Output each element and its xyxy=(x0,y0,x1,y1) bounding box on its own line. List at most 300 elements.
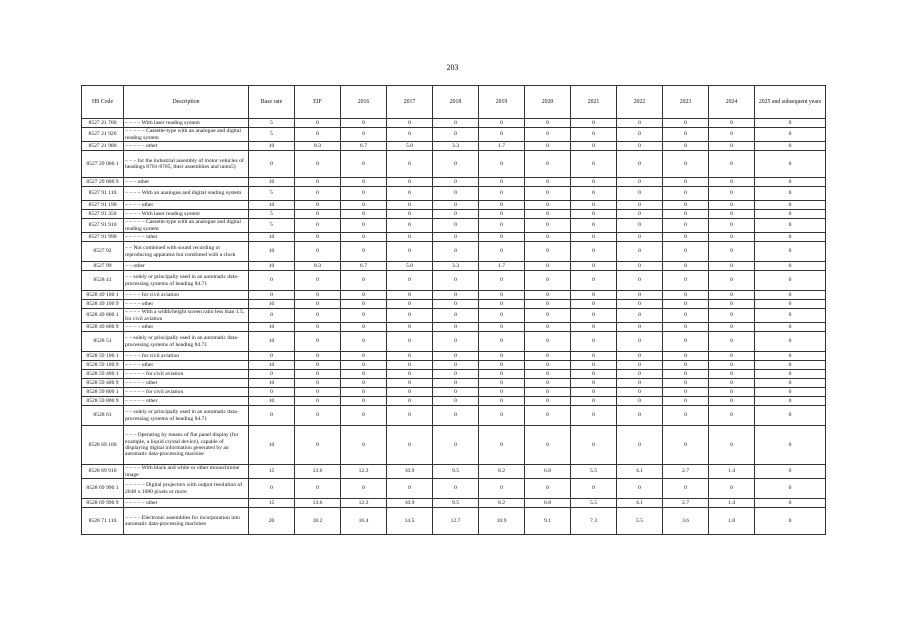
description-cell: – – – – – other xyxy=(124,379,249,388)
description-cell: – – – – Electronic assemblies for incorporation into automatic data-processing machines xyxy=(124,508,249,535)
rate-cell: 0 xyxy=(571,426,617,465)
table-header-row xyxy=(82,86,826,119)
rate-cell: 0 xyxy=(755,352,826,361)
hs-code-cell: 8528 59 100 1 xyxy=(82,352,124,361)
rate-cell: 0 xyxy=(525,379,571,388)
rate-cell: 12.7 xyxy=(433,508,479,535)
rate-cell: 0 xyxy=(617,332,663,352)
rate-cell: 0 xyxy=(479,201,525,210)
rate-cell: 0 xyxy=(341,242,387,262)
rate-cell: 5.0 xyxy=(387,262,433,271)
rate-cell: 0 xyxy=(663,426,709,465)
rate-cell: 9.5 xyxy=(433,465,479,479)
rate-cell: 0 xyxy=(663,388,709,397)
rate-cell: 0 xyxy=(571,233,617,242)
rate-cell: 10 xyxy=(249,379,295,388)
rate-cell: 0 xyxy=(755,128,826,142)
rate-cell: 0 xyxy=(525,233,571,242)
rate-cell: 1.4 xyxy=(709,465,755,479)
rate-cell: 0 xyxy=(709,388,755,397)
rate-cell: 0 xyxy=(755,309,826,323)
rate-cell: 10.9 xyxy=(479,508,525,535)
rate-cell: 0 xyxy=(341,128,387,142)
rate-cell: 0 xyxy=(249,352,295,361)
rate-cell: 0 xyxy=(341,332,387,352)
rate-cell: 3.6 xyxy=(663,508,709,535)
rate-cell: 0 xyxy=(433,323,479,332)
rate-cell: 0 xyxy=(617,379,663,388)
rate-cell: 0 xyxy=(663,187,709,201)
rate-cell: 0 xyxy=(341,291,387,300)
rate-cell: 0 xyxy=(295,300,341,309)
rate-cell: 3.3 xyxy=(433,142,479,151)
rate-cell: 0 xyxy=(663,271,709,291)
rate-cell: 0 xyxy=(295,119,341,128)
rate-cell: 0 xyxy=(755,379,826,388)
rate-cell: 0 xyxy=(525,210,571,219)
rate-cell: 0 xyxy=(709,201,755,210)
col-header-2024: 2024 xyxy=(709,86,755,119)
table-row xyxy=(82,178,826,187)
rate-cell: 0 xyxy=(525,178,571,187)
table-row xyxy=(82,119,826,128)
rate-cell: 0 xyxy=(663,142,709,151)
rate-cell: 0 xyxy=(755,119,826,128)
rate-cell: 0 xyxy=(479,397,525,406)
rate-cell: 0 xyxy=(617,178,663,187)
description-cell: – – – – – other xyxy=(124,233,249,242)
rate-cell: 2.7 xyxy=(663,499,709,508)
rate-cell: 10 xyxy=(249,201,295,210)
rate-cell: 0 xyxy=(663,291,709,300)
rate-cell: 0 xyxy=(571,219,617,233)
table-row xyxy=(82,300,826,309)
rate-cell: 0 xyxy=(341,323,387,332)
rate-cell: 0 xyxy=(617,479,663,499)
rate-cell: 0 xyxy=(663,262,709,271)
rate-cell: 0 xyxy=(341,233,387,242)
rate-cell: 0 xyxy=(479,187,525,201)
rate-cell: 0 xyxy=(479,406,525,426)
rate-cell: 0 xyxy=(617,201,663,210)
rate-cell: 0 xyxy=(571,151,617,178)
rate-cell: 0 xyxy=(479,370,525,379)
rate-cell: 0 xyxy=(433,242,479,262)
hs-code-cell: 8527 29 000 1 xyxy=(82,151,124,178)
rate-cell: 0 xyxy=(663,352,709,361)
hs-code-cell: 8528 59 800 9 xyxy=(82,397,124,406)
rate-cell: 0 xyxy=(755,242,826,262)
description-cell: – – – – – for civil aviation xyxy=(124,370,249,379)
rate-cell: 0 xyxy=(617,151,663,178)
rate-cell: 0 xyxy=(295,178,341,187)
table-row xyxy=(82,219,826,233)
rate-cell: 0 xyxy=(433,370,479,379)
rate-cell: 0 xyxy=(249,151,295,178)
rate-cell: 0 xyxy=(433,128,479,142)
rate-cell: 0 xyxy=(341,370,387,379)
rate-cell: 0 xyxy=(617,406,663,426)
rate-cell: 0 xyxy=(479,119,525,128)
table-row xyxy=(82,262,826,271)
rate-cell: 0 xyxy=(387,151,433,178)
rate-cell: 0 xyxy=(525,361,571,370)
rate-cell: 0 xyxy=(571,323,617,332)
rate-cell: 0 xyxy=(525,151,571,178)
rate-cell: 0 xyxy=(387,370,433,379)
rate-cell: 0 xyxy=(433,309,479,323)
hs-code-cell: 8528 49 800 1 xyxy=(82,309,124,323)
rate-cell: 10 xyxy=(249,397,295,406)
rate-cell: 0 xyxy=(525,219,571,233)
rate-cell: 0 xyxy=(387,187,433,201)
rate-cell: 0 xyxy=(709,271,755,291)
rate-cell: 4.1 xyxy=(617,499,663,508)
rate-cell: 0 xyxy=(709,142,755,151)
rate-cell: 0 xyxy=(571,379,617,388)
rate-cell: 6.7 xyxy=(341,142,387,151)
rate-cell: 0 xyxy=(249,370,295,379)
rate-cell: 0 xyxy=(663,370,709,379)
rate-cell: 0 xyxy=(295,151,341,178)
description-cell: – – – – – Cassette-type with an analogue and digital reading system xyxy=(124,128,249,142)
rate-cell: 5 xyxy=(249,128,295,142)
rate-cell: 10 xyxy=(249,300,295,309)
rate-cell: 0 xyxy=(295,397,341,406)
rate-cell: 0 xyxy=(341,426,387,465)
description-cell: – – – – other xyxy=(124,300,249,309)
rate-cell: 0 xyxy=(341,271,387,291)
rate-cell: 0 xyxy=(295,187,341,201)
rate-cell: 0 xyxy=(571,271,617,291)
description-cell: – – other xyxy=(124,262,249,271)
rate-cell: 0 xyxy=(617,352,663,361)
rate-cell: 0 xyxy=(571,210,617,219)
rate-cell: 0 xyxy=(525,128,571,142)
rate-cell: 0 xyxy=(295,271,341,291)
rate-cell: 0 xyxy=(479,361,525,370)
rate-cell: 0 xyxy=(571,242,617,262)
table-body xyxy=(82,119,826,535)
rate-cell: 0 xyxy=(387,352,433,361)
rate-cell: 0 xyxy=(295,406,341,426)
rate-cell: 10 xyxy=(249,426,295,465)
table-row xyxy=(82,242,826,262)
rate-cell: 15 xyxy=(249,499,295,508)
rate-cell: 0 xyxy=(663,233,709,242)
rate-cell: 0 xyxy=(663,379,709,388)
table-row xyxy=(82,406,826,426)
rate-cell: 18.2 xyxy=(295,508,341,535)
rate-cell: 0 xyxy=(387,479,433,499)
rate-cell: 0 xyxy=(387,426,433,465)
hs-code-cell: 8527 99 xyxy=(82,262,124,271)
rate-cell: 0 xyxy=(341,397,387,406)
description-cell: – – – – – other xyxy=(124,142,249,151)
hs-code-cell: 8528 69 100 xyxy=(82,426,124,465)
rate-cell: 0 xyxy=(571,370,617,379)
rate-cell: 0 xyxy=(617,370,663,379)
rate-cell: 0 xyxy=(709,406,755,426)
rate-cell: 0 xyxy=(663,309,709,323)
rate-cell: 0 xyxy=(387,271,433,291)
rate-cell: 0 xyxy=(479,242,525,262)
col-header-2022: 2022 xyxy=(617,86,663,119)
rate-cell: 0 xyxy=(295,479,341,499)
rate-cell: 4.1 xyxy=(617,465,663,479)
rate-cell: 0 xyxy=(249,309,295,323)
rate-cell: 0 xyxy=(755,151,826,178)
rate-cell: 0 xyxy=(433,426,479,465)
rate-cell: 0 xyxy=(341,379,387,388)
rate-cell: 0 xyxy=(617,291,663,300)
table-row xyxy=(82,479,826,499)
col-header-2018: 2018 xyxy=(433,86,479,119)
rate-cell: 0 xyxy=(479,426,525,465)
hs-code-cell: 8528 69 990 1 xyxy=(82,479,124,499)
rate-cell: 0 xyxy=(479,219,525,233)
col-header-description: Description xyxy=(124,86,249,119)
rate-cell: 0 xyxy=(663,332,709,352)
rate-cell: 0 xyxy=(295,233,341,242)
rate-cell: 0 xyxy=(341,178,387,187)
rate-cell: 10.9 xyxy=(387,499,433,508)
rate-cell: 0 xyxy=(295,352,341,361)
rate-cell: 0 xyxy=(387,309,433,323)
rate-cell: 0 xyxy=(709,426,755,465)
rate-cell: 0 xyxy=(617,119,663,128)
col-header-eif: EIF xyxy=(295,86,341,119)
description-cell: – – – – other xyxy=(124,361,249,370)
rate-cell: 0 xyxy=(433,119,479,128)
rate-cell: 0 xyxy=(341,151,387,178)
rate-cell: 0 xyxy=(617,388,663,397)
rate-cell: 0 xyxy=(755,388,826,397)
rate-cell: 0 xyxy=(295,323,341,332)
table-row xyxy=(82,291,826,300)
rate-cell: 0 xyxy=(525,271,571,291)
table-row xyxy=(82,187,826,201)
table-row xyxy=(82,201,826,210)
table-row xyxy=(82,210,826,219)
rate-cell: 0 xyxy=(387,361,433,370)
rate-cell: 0 xyxy=(709,309,755,323)
description-cell: – – – – With laser reading system xyxy=(124,210,249,219)
hs-code-cell: 8528 59 800 1 xyxy=(82,388,124,397)
rate-cell: 0 xyxy=(617,262,663,271)
rate-cell: 0 xyxy=(387,242,433,262)
col-header-2019: 2019 xyxy=(479,86,525,119)
rate-cell: 0 xyxy=(433,361,479,370)
rate-cell: 0 xyxy=(617,323,663,332)
rate-cell: 15 xyxy=(249,465,295,479)
rate-cell: 0 xyxy=(433,352,479,361)
rate-cell: 0 xyxy=(387,332,433,352)
rate-cell: 0 xyxy=(295,128,341,142)
rate-cell: 0 xyxy=(571,291,617,300)
rate-cell: 0 xyxy=(295,210,341,219)
rate-cell: 5.5 xyxy=(571,499,617,508)
hs-code-cell: 8527 29 000 9 xyxy=(82,178,124,187)
table-row xyxy=(82,379,826,388)
hs-code-cell: 8528 41 xyxy=(82,271,124,291)
rate-cell: 0 xyxy=(755,361,826,370)
rate-cell: 0 xyxy=(479,479,525,499)
rate-cell: 0 xyxy=(571,332,617,352)
rate-cell: 0 xyxy=(341,361,387,370)
rate-cell: 10.9 xyxy=(387,465,433,479)
rate-cell: 0 xyxy=(479,379,525,388)
rate-cell: 0 xyxy=(387,201,433,210)
hs-code-cell: 8528 51 xyxy=(82,332,124,352)
hs-code-cell: 8527 21 700 xyxy=(82,119,124,128)
rate-cell: 10 xyxy=(249,361,295,370)
rate-cell: 0 xyxy=(663,119,709,128)
rate-cell: 0 xyxy=(755,233,826,242)
hs-code-cell: 8527 92 xyxy=(82,242,124,262)
rate-cell: 8.2 xyxy=(479,465,525,479)
rate-cell: 0 xyxy=(617,271,663,291)
rate-cell: 0 xyxy=(341,479,387,499)
rate-cell: 0 xyxy=(663,361,709,370)
rate-cell: 0 xyxy=(433,479,479,499)
rate-cell: 8.3 xyxy=(295,142,341,151)
rate-cell: 0 xyxy=(755,465,826,479)
table-row xyxy=(82,271,826,291)
rate-cell: 0 xyxy=(709,352,755,361)
table-row xyxy=(82,370,826,379)
rate-cell: 0 xyxy=(479,388,525,397)
description-cell: – – – – With laser reading system xyxy=(124,119,249,128)
rate-cell: 0 xyxy=(525,370,571,379)
rate-cell: 0 xyxy=(295,388,341,397)
rate-cell: 10 xyxy=(249,242,295,262)
hs-code-cell: 8527 91 190 xyxy=(82,201,124,210)
rate-cell: 0 xyxy=(571,406,617,426)
rate-cell: 0 xyxy=(387,119,433,128)
rate-cell: 0 xyxy=(525,426,571,465)
rate-cell: 0 xyxy=(571,397,617,406)
rate-cell: 0 xyxy=(479,352,525,361)
rate-cell: 0 xyxy=(755,499,826,508)
rate-cell: 0 xyxy=(709,291,755,300)
rate-cell: 0 xyxy=(755,262,826,271)
rate-cell: 0 xyxy=(525,352,571,361)
rate-cell: 0 xyxy=(295,332,341,352)
rate-cell: 0 xyxy=(341,352,387,361)
rate-cell: 0 xyxy=(479,178,525,187)
rate-cell: 0 xyxy=(617,210,663,219)
rate-cell: 0 xyxy=(341,388,387,397)
rate-cell: 0 xyxy=(525,479,571,499)
rate-cell: 0 xyxy=(709,361,755,370)
rate-cell: 6.7 xyxy=(341,262,387,271)
col-header-2017: 2017 xyxy=(387,86,433,119)
rate-cell: 0 xyxy=(571,361,617,370)
rate-cell: 0 xyxy=(525,309,571,323)
rate-cell: 0 xyxy=(387,323,433,332)
rate-cell: 0 xyxy=(387,178,433,187)
rate-cell: 0 xyxy=(709,187,755,201)
rate-cell: 0 xyxy=(617,309,663,323)
hs-code-cell: 8527 21 920 xyxy=(82,128,124,142)
rate-cell: 10 xyxy=(249,233,295,242)
rate-cell: 0 xyxy=(755,323,826,332)
rate-cell: 0 xyxy=(295,219,341,233)
rate-cell: 0 xyxy=(571,142,617,151)
rate-cell: 0 xyxy=(249,271,295,291)
description-cell: – – – other xyxy=(124,178,249,187)
rate-cell: 0 xyxy=(479,291,525,300)
rate-cell: 0 xyxy=(663,406,709,426)
rate-cell: 0 xyxy=(709,262,755,271)
rate-cell: 0 xyxy=(525,242,571,262)
rate-cell: 0 xyxy=(709,332,755,352)
rate-cell: 0 xyxy=(663,397,709,406)
rate-cell: 0 xyxy=(617,426,663,465)
rate-cell: 5 xyxy=(249,187,295,201)
rate-cell: 0 xyxy=(709,397,755,406)
col-header-2021: 2021 xyxy=(571,86,617,119)
rate-cell: 0 xyxy=(663,178,709,187)
rate-cell: 0 xyxy=(663,219,709,233)
rate-cell: 10 xyxy=(249,262,295,271)
description-cell: – – solely or principally used in an automatic data-processing systems of heading 84.71 xyxy=(124,332,249,352)
description-cell: – – – – With an analogue and digital reading system xyxy=(124,187,249,201)
hs-code-cell: 8528 59 100 9 xyxy=(82,361,124,370)
table-row xyxy=(82,465,826,479)
rate-cell: 0 xyxy=(755,178,826,187)
table-row xyxy=(82,352,826,361)
rate-cell: 0 xyxy=(525,323,571,332)
rate-cell: 0 xyxy=(433,291,479,300)
rate-cell: 0 xyxy=(249,406,295,426)
rate-cell: 0 xyxy=(525,332,571,352)
rate-cell: 5 xyxy=(249,210,295,219)
rate-cell: 0 xyxy=(341,300,387,309)
rate-cell: 12.3 xyxy=(341,465,387,479)
table-row xyxy=(82,151,826,178)
rate-cell: 0 xyxy=(571,201,617,210)
table-row xyxy=(82,332,826,352)
hs-code-cell: 8528 59 400 9 xyxy=(82,379,124,388)
col-header-base-rate: Base rate xyxy=(249,86,295,119)
hs-code-cell: 8528 69 910 xyxy=(82,465,124,479)
rate-cell: 1.8 xyxy=(709,508,755,535)
hs-code-cell: 8527 91 990 xyxy=(82,233,124,242)
rate-cell: 0 xyxy=(479,271,525,291)
rate-cell: 0 xyxy=(387,233,433,242)
rate-cell: 0 xyxy=(341,201,387,210)
col-header-2016: 2016 xyxy=(341,86,387,119)
rate-cell: 0 xyxy=(433,332,479,352)
description-cell: – – – – for civil aviation xyxy=(124,291,249,300)
rate-cell: 0 xyxy=(663,323,709,332)
rate-cell: 0 xyxy=(617,128,663,142)
col-header-2020: 2020 xyxy=(525,86,571,119)
rate-cell: 0 xyxy=(663,201,709,210)
rate-cell: 0 xyxy=(755,219,826,233)
description-cell: – – – Operating by means of flat panel display (for example, a liquid crystal device), capable of displaying digital information generated by an automatic data-processing machine xyxy=(124,426,249,465)
rate-cell: 0 xyxy=(709,300,755,309)
rate-cell: 0 xyxy=(479,128,525,142)
rate-cell: 0 xyxy=(433,187,479,201)
hs-code-cell: 8528 61 xyxy=(82,406,124,426)
rate-cell: 0 xyxy=(755,479,826,499)
rate-cell: 0 xyxy=(433,178,479,187)
rate-cell: 0 xyxy=(295,370,341,379)
rate-cell: 0 xyxy=(755,210,826,219)
